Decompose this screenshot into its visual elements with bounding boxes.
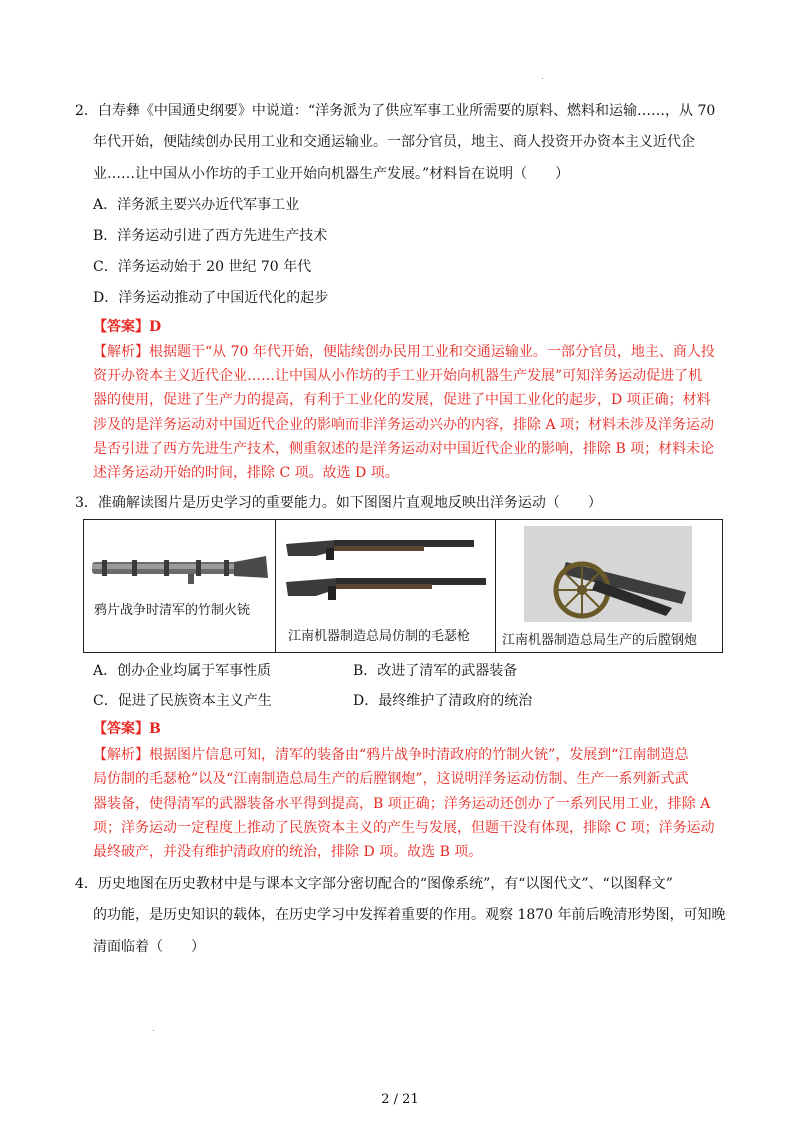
- q3-image-cell-1: [84, 520, 276, 653]
- q2-stem-line-3: 业……让中国从小作坊的手工业开始向机器生产发展。”材料旨在说明（ ）: [93, 166, 570, 182]
- q2-option-b: B．洋务运动引进了西方先进生产技术: [93, 228, 328, 244]
- q3-image-table: [83, 519, 723, 653]
- q3-analysis-line-5: 最终破产，并没有维护清政府的统治，排除 D 项。故选 B 项。: [93, 844, 483, 860]
- q3-option-b: B．改进了清军的武器装备: [353, 663, 518, 679]
- q4-stem-line-3: 清面临着（ ）: [93, 939, 205, 955]
- q2-stem-line-1: 2．白寿彝《中国通史纲要》中说道：“洋务派为了供应军事工业所需要的原料、燃料和运输……，从 70: [75, 103, 716, 119]
- page-dot-bottom: .: [152, 1024, 155, 1034]
- q3-caption-2: 江南机器制造总局仿制的毛瑟枪: [288, 629, 471, 644]
- page-dot-top: .: [541, 72, 544, 82]
- q3-image-cell-2: [276, 520, 496, 653]
- q2-analysis-line-5: 是否引进了西方先进生产技术，侧重叙述的是洋务运动对中国近代企业的影响，排除 B 项；材料未论: [93, 441, 715, 457]
- q3-caption-1: 鸦片战争时清军的竹制火铳: [94, 603, 251, 618]
- q2-option-a: A．洋务派主要兴办近代军事工业: [93, 197, 300, 213]
- bamboo-musket-image: [84, 520, 273, 652]
- q3-stem: 3．准确解读图片是历史学习的重要能力。如下图图片直观地反映出洋务运动（ ）: [75, 495, 602, 511]
- q2-analysis-line-2: 资开办资本主义近代企业……让中国从小作坊的手工业开始向机器生产发展”可知洋务运动促进了机: [93, 368, 703, 384]
- q2-analysis-line-3: 器的使用，促进了生产力的提高，有利于工业化的发展，促进了中国工业化的起步，D 项正确；材料: [93, 392, 711, 408]
- q3-option-a: A．创办企业均属于军事性质: [93, 663, 272, 679]
- q2-stem-line-2: 年代开始，便陆续创办民用工业和交通运输业。一部分官员，地主、商人投资开办资本主义近代企: [93, 134, 695, 150]
- q2-analysis-line-4: 涉及的是洋务运动对中国近代企业的影响而非洋务运动兴办的内容，排除 A 项；材料未涉及洋务运动: [93, 417, 715, 433]
- q2-answer: 【答案】D: [93, 319, 162, 335]
- q4-stem-line-2: 的功能，是历史知识的载体，在历史学习中发挥着重要的作用。观察 1870 年前后晚清形势图，可知晚: [93, 907, 726, 923]
- q2-analysis-line-1: 【解析】根据题干“从 70 年代开始，便陆续创办民用工业和交通运输业。一部分官员，地主、商人投: [93, 344, 715, 360]
- q3-analysis-line-4: 项；洋务运动一定程度上推动了民族资本主义的产生与发展，但题干没有体现，排除 C 项；洋务运动: [93, 820, 715, 836]
- page-number: 2 / 21: [381, 1092, 419, 1107]
- q4-stem-line-1: 4．历史地图在历史教材中是与课本文字部分密切配合的“图像系统”，有“以图代文”、“以图释文”: [75, 876, 673, 892]
- q3-analysis-line-2: 局仿制的毛瑟枪”以及“江南制造总局生产的后膛钢炮”，这说明洋务运动仿制、生产一系列新式武: [93, 771, 689, 787]
- q3-image-cell-3: [496, 520, 723, 653]
- q3-analysis-line-1: 【解析】根据图片信息可知，清军的装备由“鸦片战争时清政府的竹制火铳”，发展到“江南制造总: [93, 747, 689, 763]
- q3-answer: 【答案】B: [93, 721, 161, 737]
- q2-option-c: C．洋务运动始于 20 世纪 70 年代: [93, 259, 312, 275]
- q2-option-d: D．洋务运动推动了中国近代化的起步: [93, 290, 329, 306]
- q2-analysis-line-6: 述洋务运动开始的时间，排除 C 项。故选 D 项。: [93, 465, 399, 481]
- q3-caption-3: 江南机器制造总局生产的后膛钢炮: [502, 633, 698, 648]
- q3-option-c: C．促进了民族资本主义产生: [93, 693, 272, 709]
- q3-option-d: D．最终维护了清政府的统治: [353, 693, 533, 709]
- q3-analysis-line-3: 器装备，使得清军的武器装备水平得到提高，B 项正确；洋务运动还创办了一系列民用工业，排除 A: [93, 796, 711, 812]
